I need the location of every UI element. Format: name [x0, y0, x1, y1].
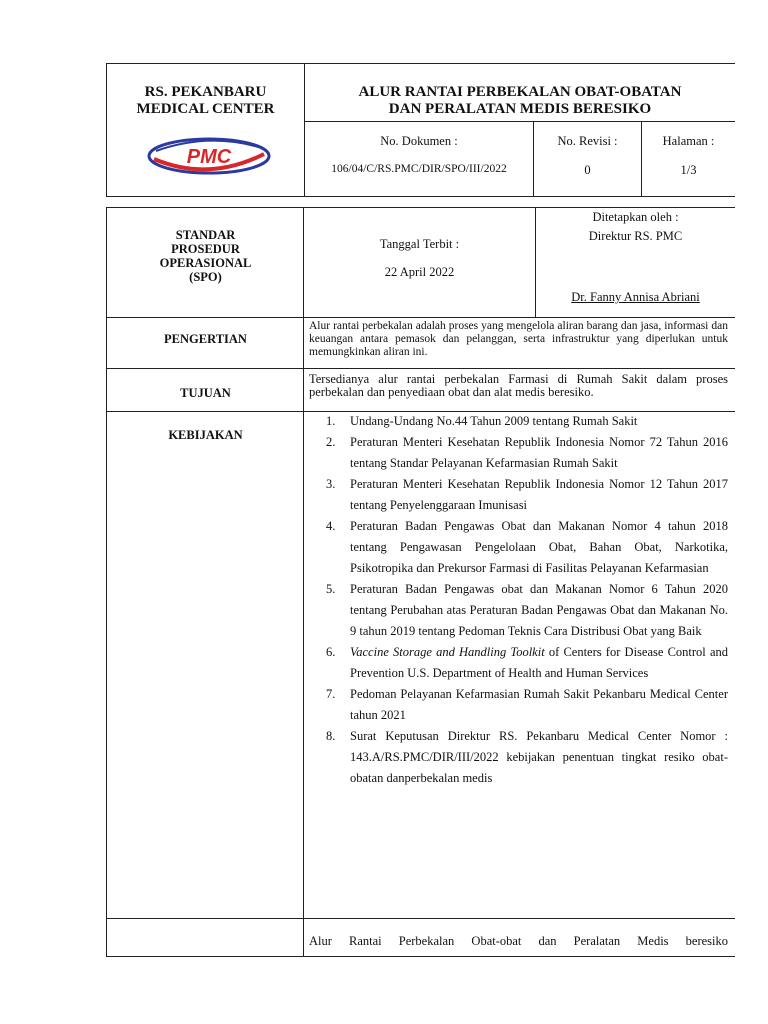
logo-text: PMC: [186, 146, 232, 168]
page-value: 1/3: [680, 163, 697, 177]
tujuan-label: TUJUAN: [180, 386, 231, 400]
kebijakan-item: 7. Pedoman Pelayanan Kefarmasian Rumah Sakit Pekanbaru Medical Center tahun 2021: [326, 687, 728, 722]
spo-label-line1: STANDAR: [175, 228, 236, 242]
issue-date-value: 22 April 2022: [384, 265, 455, 279]
set-by-label: Ditetapkan oleh :: [592, 210, 679, 224]
issue-date-label: Tanggal Terbit :: [379, 237, 460, 251]
kebijakan-item: 1. Undang-Undang No.44 Tahun 2009 tentang Rumah Sakit: [326, 414, 638, 428]
spo-label-line4: (SPO): [189, 270, 222, 284]
kebijakan-label: KEBIJAKAN: [168, 428, 243, 442]
doc-no-label: No. Dokumen :: [380, 134, 458, 148]
kebijakan-list: [326, 411, 728, 789]
kebijakan-item: 4. Peraturan Badan Pengawas Obat dan Makanan Nomor 4 tahun 2018 tentang Pengawasan Pengelolaan Obat, Bahan Obat, Narkotika, Psikotropika dan Prekursor Farmasi di Fasilitas Pelayanan Kefarmasian: [326, 519, 728, 575]
kebijakan-item: 8. Surat Keputusan Direktur RS. Pekanbaru Medical Center Nomor : 143.A/RS.PMC/DIR/III/2022 kebijakan penentuan tingkat resiko obat-obatan danperbekalan medis: [326, 729, 728, 785]
spo-label-line2: PROSEDUR: [171, 242, 240, 256]
header-col-divider-2: [533, 121, 534, 197]
pengertian-label: PENGERTIAN: [164, 332, 247, 346]
kebijakan-item: 2. Peraturan Menteri Kesehatan Republik Indonesia Nomor 72 Tahun 2016 tentang Standar Pelayanan Kefarmasian Rumah Sakit: [326, 435, 728, 470]
tujuan-text: Tersedianya alur rantai perbekalan Farmasi di Rumah Sakit dalam proses perbekalan dan penyediaan obat dan alat medis beresiko.: [309, 372, 728, 399]
header-title-divider: [304, 121, 735, 122]
revision-label: No. Revisi :: [557, 134, 618, 148]
page-label: Halaman :: [662, 134, 715, 148]
main-left-border: [106, 207, 107, 957]
main-bottom-border: [106, 956, 735, 957]
spo-bottom-border: [106, 317, 735, 318]
main-top-border: [106, 207, 735, 208]
director-title: Direktur RS. PMC: [588, 229, 683, 243]
org-name-line1: RS. PEKANBARU: [144, 84, 267, 100]
title-line2: DAN PERALATAN MEDIS BERESIKO: [388, 101, 652, 117]
kebijakan-item: 3. Peraturan Menteri Kesehatan Republik Indonesia Nomor 12 Tahun 2017 tentang Penyelenggaraan Imunisasi: [326, 477, 728, 512]
title-line1: ALUR RANTAI PERBEKALAN OBAT-OBATAN: [358, 84, 682, 100]
kebijakan-item: 6. Vaccine Storage and Handling Toolkit of Centers for Disease Control and Prevention U.S. Department of Health and Human Services: [326, 645, 728, 680]
document-title: [305, 84, 735, 118]
footer-section-text: Alur Rantai Perbekalan Obat-obat dan Peralatan Medis beresiko: [309, 934, 728, 948]
doc-no-value: 106/04/C/RS.PMC/DIR/SPO/III/2022: [331, 163, 507, 175]
header-col-divider-3: [641, 121, 642, 197]
pengertian-text: Alur rantai perbekalan adalah proses yang mengelola aliran barang dan jasa, informasi dan keuangan antara pemasok dan pelanggan, serta infrastruktur yang diperlukan untuk memungkinkan aliran ini.: [309, 320, 728, 358]
spo-label-line3: OPERASIONAL: [159, 256, 252, 270]
spo-label: [108, 228, 303, 284]
kebijakan-item: 5. Peraturan Badan Pengawas obat dan Makanan Nomor 6 Tahun 2020 tentang Perubahan atas Peraturan Badan Pengawas Obat dan Makanan No. 9 tahun 2019 tentang Pedoman Teknis Cara Distribusi Obat yang Baik: [326, 582, 728, 638]
org-name: [107, 84, 304, 118]
revision-value: 0: [584, 163, 591, 177]
org-name-line2: MEDICAL CENTER: [136, 101, 275, 117]
kebijakan-bottom-border: [106, 918, 735, 919]
main-col-divider: [303, 207, 304, 957]
signatory-name: Dr. Fanny Annisa Abriani: [571, 290, 700, 304]
pengertian-bottom-border: [106, 368, 735, 369]
pmc-logo: [146, 134, 272, 178]
